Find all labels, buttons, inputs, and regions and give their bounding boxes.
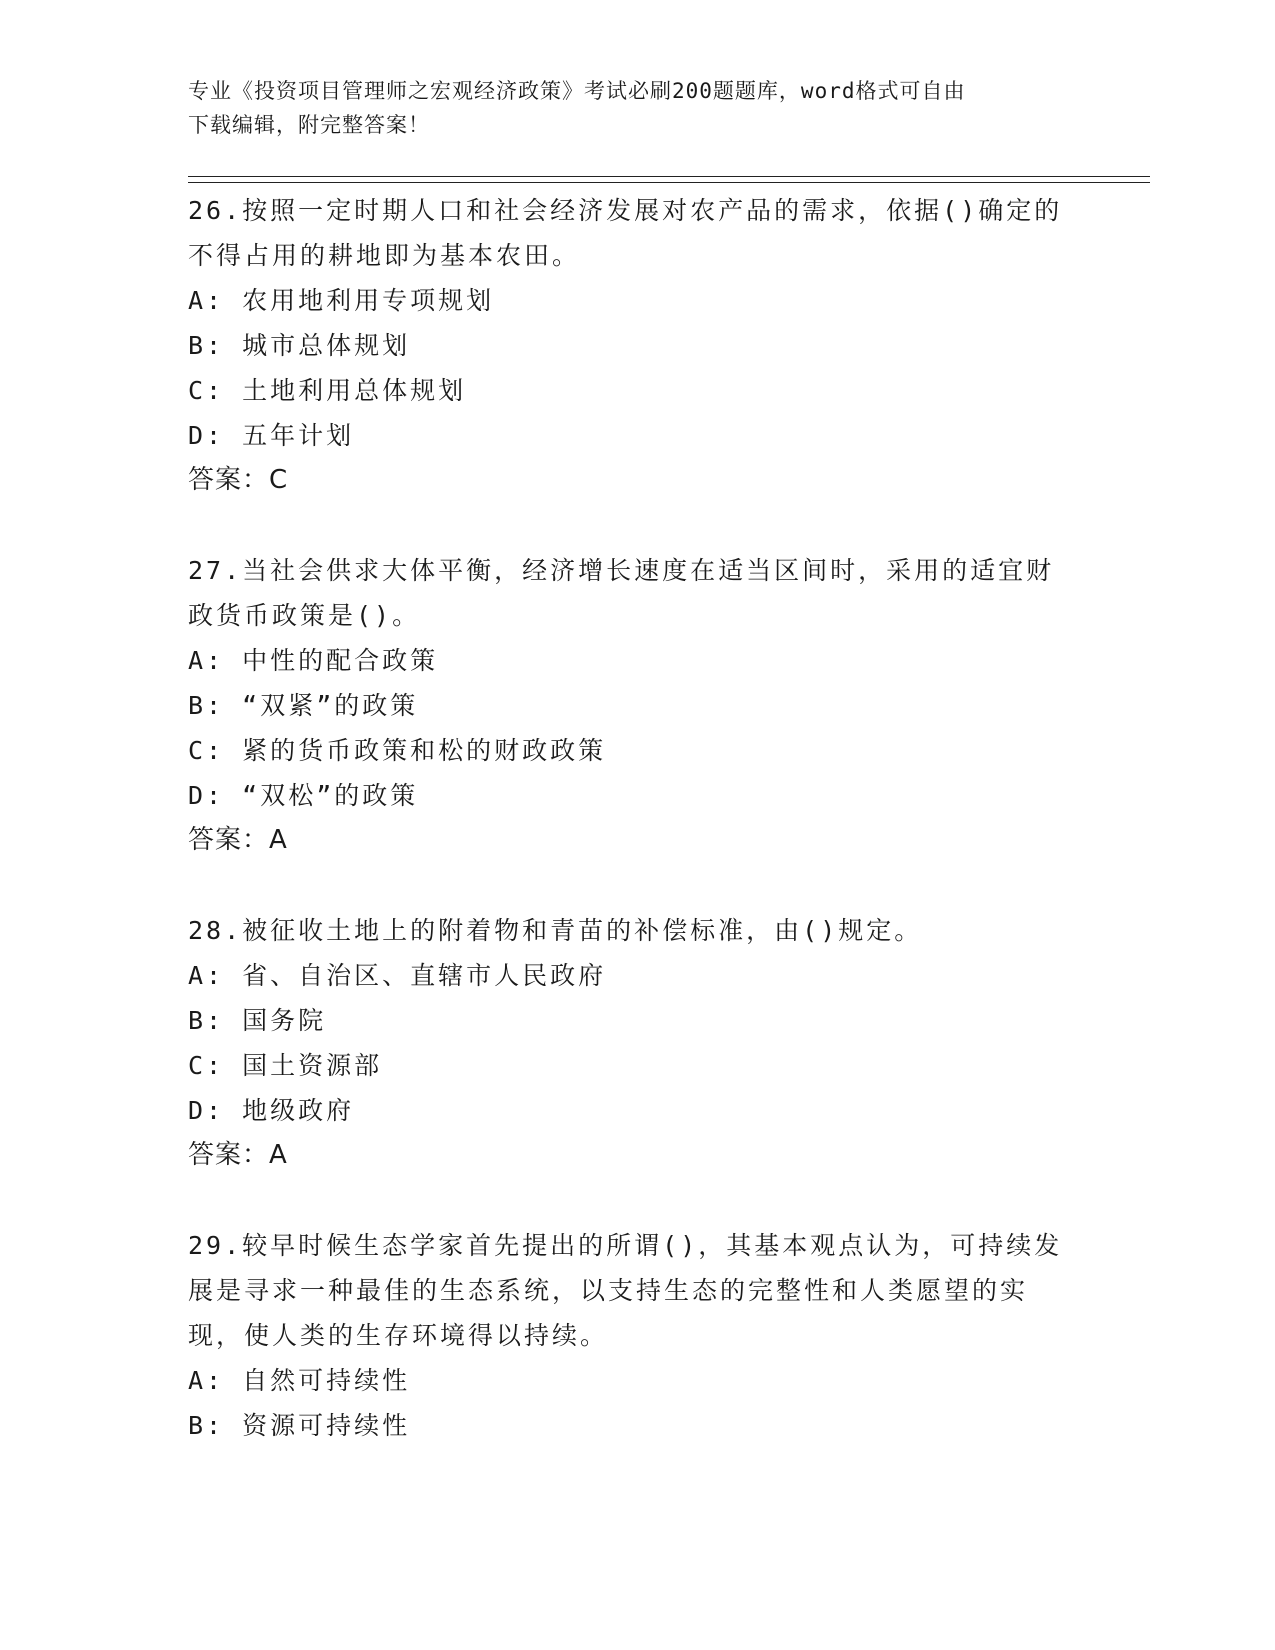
- header-double-rule: [188, 176, 1150, 183]
- answer: 答案：C: [188, 465, 289, 495]
- option-d: D: 五年计划: [188, 421, 355, 450]
- question-stem-line: 27.当社会供求大体平衡，经济增长速度在适当区间时，采用的适宜财: [188, 556, 1055, 585]
- option-c: C: 土地利用总体规划: [188, 376, 467, 405]
- option-a: A: 省、自治区、直辖市人民政府: [188, 961, 607, 990]
- document-header: [188, 74, 1088, 142]
- question-gap: [188, 503, 1088, 548]
- answer: 答案：A: [188, 1140, 288, 1170]
- question-stem-line: 29.较早时候生态学家首先提出的所谓()，其基本观点认为，可持续发: [188, 1231, 1063, 1260]
- question-27: [188, 548, 1088, 863]
- option-b: B: “双紧”的政策: [188, 691, 419, 720]
- option-b: B: 国务院: [188, 1006, 327, 1035]
- question-gap: [188, 863, 1088, 908]
- answer: 答案：A: [188, 825, 288, 855]
- question-stem-line: 现，使人类的生存环境得以持续。: [188, 1321, 609, 1350]
- header-line-1: 专业《投资项目管理师之宏观经济政策》考试必刷200题题库，word格式可自由: [188, 79, 966, 103]
- question-26: [188, 188, 1088, 503]
- question-stem-line: 展是寻求一种最佳的生态系统，以支持生态的完整性和人类愿望的实: [188, 1276, 1029, 1305]
- question-stem-line: 不得占用的耕地即为基本农田。: [188, 241, 581, 270]
- question-stem-line: 政货币政策是()。: [188, 601, 421, 630]
- question-stem-line: 28.被征收土地上的附着物和青苗的补偿标准，由()规定。: [188, 916, 923, 945]
- option-b: B: 资源可持续性: [188, 1411, 411, 1440]
- question-29: [188, 1223, 1088, 1448]
- option-c: C: 紧的货币政策和松的财政政策: [188, 736, 607, 765]
- option-a: A: 农用地利用专项规划: [188, 286, 495, 315]
- option-d: D: “双松”的政策: [188, 781, 419, 810]
- option-d: D: 地级政府: [188, 1096, 355, 1125]
- option-a: A: 自然可持续性: [188, 1366, 411, 1395]
- option-b: B: 城市总体规划: [188, 331, 411, 360]
- question-list: [188, 188, 1088, 1448]
- question-gap: [188, 1178, 1088, 1223]
- question-stem-line: 26.按照一定时期人口和社会经济发展对农产品的需求，依据()确定的: [188, 196, 1063, 225]
- header-line-2: 下载编辑，附完整答案！: [188, 113, 430, 137]
- option-c: C: 国土资源部: [188, 1051, 383, 1080]
- question-28: [188, 908, 1088, 1178]
- option-a: A: 中性的配合政策: [188, 646, 439, 675]
